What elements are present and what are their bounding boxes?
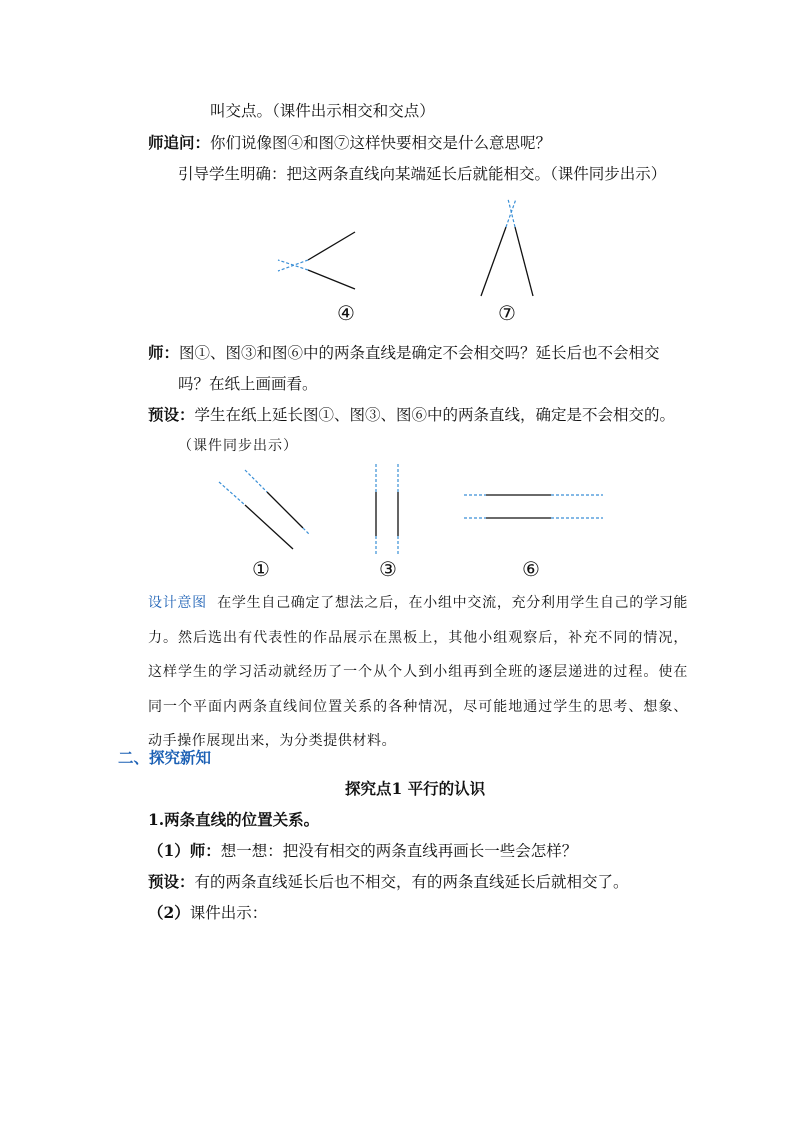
- line-teacher-followup: [148, 133, 551, 153]
- preset-text: 学生在纸上延长图①、图③、图⑥中的两条直线，确定是不会相交的。: [194, 406, 676, 424]
- question-1: [148, 841, 577, 861]
- answer-preset: [148, 872, 629, 892]
- line-sync: （课件同步出示）: [178, 438, 298, 454]
- question-1-label: （1）师：: [148, 841, 221, 860]
- figure-4: [270, 220, 370, 280]
- teacher-followup-label: 师追问：: [148, 133, 211, 152]
- fig7-line-b: [515, 227, 533, 296]
- fig1-dash-b: [245, 470, 267, 492]
- line-1: 叫交点。（课件出示相交和交点）: [210, 102, 435, 120]
- figure-3-label: ③: [379, 557, 397, 581]
- line-teacher-cont: 吗？在纸上画画看。: [178, 375, 318, 393]
- figure-4-label: ④: [337, 301, 355, 325]
- fig1-dash-a: [219, 482, 245, 505]
- line-teacher: [148, 343, 660, 363]
- design-intent-text: 在学生自己确定了想法之后，在小组中交流，充分利用学生自己的学习能力。然后选出有代表性的作品展示在黑板上，其他小组观察后，补充不同的情况，这样学生的学习活动就经历了一个从个人到小组再到全班的逐层递进的过程。使在同一个平面内两条直线间位置关系的各种情况，尽可能地通过学生的思考、想象、动手操作展现出来，为分类提供材料。: [148, 595, 689, 749]
- answer-preset-label: 预设：: [148, 872, 195, 891]
- figure-7-label: ⑦: [498, 301, 516, 325]
- question-1-text: 想一想：把没有相交的两条直线再画长一些会怎样？: [220, 842, 578, 860]
- design-intent-paragraph: [148, 586, 688, 759]
- preset-label: 预设：: [148, 405, 195, 424]
- teacher-label: 师：: [148, 343, 180, 362]
- question-2-label: （2）: [148, 903, 190, 922]
- subheading-1: 1.两条直线的位置关系。: [148, 810, 320, 829]
- figure-1: [215, 470, 315, 555]
- fig7-dash-a: [506, 199, 516, 227]
- figure-7: [470, 195, 550, 305]
- figure-6-label: ⑥: [522, 557, 540, 581]
- fig4-dash-b: [278, 260, 308, 270]
- figure-3: [365, 462, 410, 557]
- fig4-line-a: [308, 232, 355, 260]
- point-title: 探究点1 平行的认识: [345, 779, 486, 798]
- figure-6: [462, 485, 607, 525]
- teacher-text: 图①、图③和图⑥中的两条直线是确定不会相交吗？延长后也不会相交: [179, 344, 660, 362]
- section-heading: 二、探究新知: [118, 748, 212, 767]
- design-intent-label: 设计意图: [148, 595, 207, 611]
- fig1-dash-c: [303, 528, 310, 535]
- fig4-line-b: [308, 270, 355, 289]
- fig7-line-a: [481, 227, 506, 296]
- teacher-followup-text: 你们说像图④和图⑦这样快要相交是什么意思呢？: [210, 134, 552, 152]
- answer-preset-text: 有的两条直线延长后也不相交，有的两条直线延长后就相交了。: [194, 873, 629, 891]
- fig1-line-b: [267, 492, 303, 528]
- line-guide: 引导学生明确：把这两条直线向某端延长后就能相交。（课件同步出示）: [178, 165, 667, 183]
- figure-1-label: ①: [252, 557, 270, 581]
- question-2-text: 课件出示：: [189, 904, 268, 922]
- line-preset: [148, 405, 675, 425]
- question-2: [148, 903, 267, 923]
